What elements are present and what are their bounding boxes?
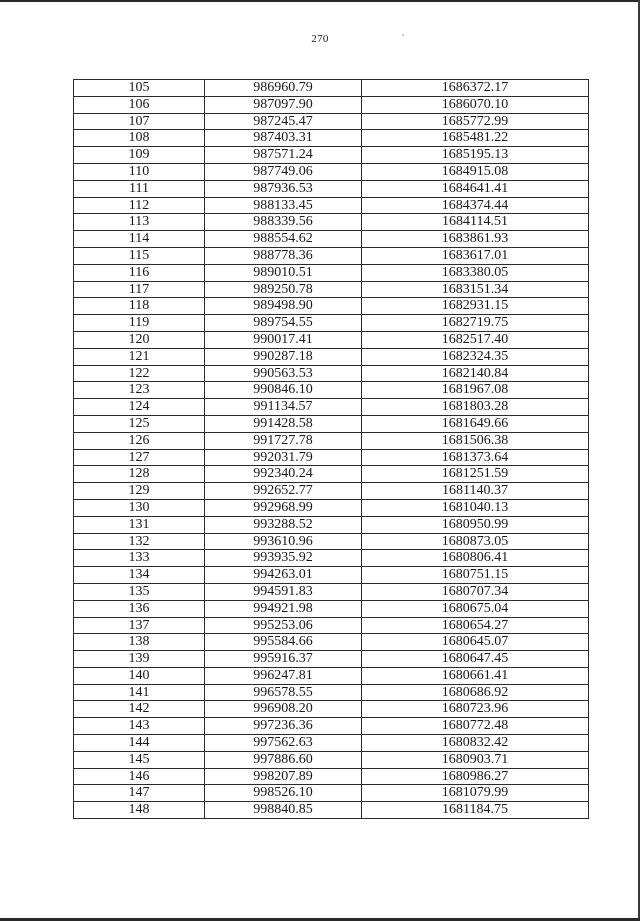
point-number-cell: 125 bbox=[74, 415, 205, 432]
y-coordinate-cell: 1681506.38 bbox=[362, 432, 589, 449]
x-coordinate-cell: 987403.31 bbox=[205, 130, 362, 147]
point-number-cell: 132 bbox=[74, 533, 205, 550]
y-coordinate-cell: 1684641.41 bbox=[362, 180, 589, 197]
x-coordinate-cell: 989498.90 bbox=[205, 298, 362, 315]
table-row bbox=[74, 331, 589, 348]
point-number-cell: 120 bbox=[74, 331, 205, 348]
table-row bbox=[74, 365, 589, 382]
point-number-cell: 110 bbox=[74, 163, 205, 180]
table-row bbox=[74, 432, 589, 449]
y-coordinate-cell: 1682517.40 bbox=[362, 331, 589, 348]
y-coordinate-cell: 1680751.15 bbox=[362, 567, 589, 584]
x-coordinate-cell: 995916.37 bbox=[205, 651, 362, 668]
table-row bbox=[74, 80, 589, 97]
y-coordinate-cell: 1686372.17 bbox=[362, 80, 589, 97]
table-row bbox=[74, 130, 589, 147]
page-edge-top bbox=[0, 0, 640, 2]
x-coordinate-cell: 992652.77 bbox=[205, 483, 362, 500]
point-number-cell: 146 bbox=[74, 768, 205, 785]
x-coordinate-cell: 997236.36 bbox=[205, 718, 362, 735]
table-row bbox=[74, 583, 589, 600]
point-number-cell: 140 bbox=[74, 667, 205, 684]
x-coordinate-cell: 990563.53 bbox=[205, 365, 362, 382]
table-row bbox=[74, 197, 589, 214]
y-coordinate-cell: 1680645.07 bbox=[362, 634, 589, 651]
table-row bbox=[74, 516, 589, 533]
point-number-cell: 127 bbox=[74, 449, 205, 466]
x-coordinate-cell: 998526.10 bbox=[205, 785, 362, 802]
y-coordinate-cell: 1681967.08 bbox=[362, 382, 589, 399]
table-row bbox=[74, 483, 589, 500]
x-coordinate-cell: 998840.85 bbox=[205, 802, 362, 819]
table-row bbox=[74, 751, 589, 768]
y-coordinate-cell: 1681251.59 bbox=[362, 466, 589, 483]
point-number-cell: 115 bbox=[74, 247, 205, 264]
y-coordinate-cell: 1682324.35 bbox=[362, 348, 589, 365]
x-coordinate-cell: 996578.55 bbox=[205, 684, 362, 701]
y-coordinate-cell: 1680661.41 bbox=[362, 667, 589, 684]
point-number-cell: 113 bbox=[74, 214, 205, 231]
y-coordinate-cell: 1683380.05 bbox=[362, 264, 589, 281]
x-coordinate-cell: 991134.57 bbox=[205, 399, 362, 416]
table-row bbox=[74, 96, 589, 113]
x-coordinate-cell: 993935.92 bbox=[205, 550, 362, 567]
y-coordinate-cell: 1684915.08 bbox=[362, 163, 589, 180]
y-coordinate-cell: 1684374.44 bbox=[362, 197, 589, 214]
coordinate-table-body bbox=[74, 80, 589, 819]
x-coordinate-cell: 990846.10 bbox=[205, 382, 362, 399]
x-coordinate-cell: 987749.06 bbox=[205, 163, 362, 180]
point-number-cell: 123 bbox=[74, 382, 205, 399]
y-coordinate-cell: 1685195.13 bbox=[362, 147, 589, 164]
table-row bbox=[74, 247, 589, 264]
y-coordinate-cell: 1683861.93 bbox=[362, 231, 589, 248]
point-number-cell: 105 bbox=[74, 80, 205, 97]
x-coordinate-cell: 987097.90 bbox=[205, 96, 362, 113]
point-number-cell: 124 bbox=[74, 399, 205, 416]
coordinate-table bbox=[73, 79, 589, 819]
page-number: 270 bbox=[311, 33, 329, 45]
y-coordinate-cell: 1682931.15 bbox=[362, 298, 589, 315]
x-coordinate-cell: 987245.47 bbox=[205, 113, 362, 130]
table-row bbox=[74, 348, 589, 365]
x-coordinate-cell: 988339.56 bbox=[205, 214, 362, 231]
x-coordinate-cell: 997886.60 bbox=[205, 751, 362, 768]
table-row bbox=[74, 634, 589, 651]
point-number-cell: 144 bbox=[74, 735, 205, 752]
point-number-cell: 139 bbox=[74, 651, 205, 668]
table-row bbox=[74, 718, 589, 735]
table-row bbox=[74, 147, 589, 164]
x-coordinate-cell: 996908.20 bbox=[205, 701, 362, 718]
x-coordinate-cell: 989010.51 bbox=[205, 264, 362, 281]
x-coordinate-cell: 992968.99 bbox=[205, 499, 362, 516]
x-coordinate-cell: 991428.58 bbox=[205, 415, 362, 432]
point-number-cell: 128 bbox=[74, 466, 205, 483]
x-coordinate-cell: 992031.79 bbox=[205, 449, 362, 466]
x-coordinate-cell: 987571.24 bbox=[205, 147, 362, 164]
point-number-cell: 137 bbox=[74, 617, 205, 634]
point-number-cell: 136 bbox=[74, 600, 205, 617]
y-coordinate-cell: 1680772.48 bbox=[362, 718, 589, 735]
table-row bbox=[74, 281, 589, 298]
x-coordinate-cell: 986960.79 bbox=[205, 80, 362, 97]
table-row bbox=[74, 315, 589, 332]
y-coordinate-cell: 1680654.27 bbox=[362, 617, 589, 634]
point-number-cell: 112 bbox=[74, 197, 205, 214]
x-coordinate-cell: 993288.52 bbox=[205, 516, 362, 533]
y-coordinate-cell: 1680806.41 bbox=[362, 550, 589, 567]
point-number-cell: 116 bbox=[74, 264, 205, 281]
table-row bbox=[74, 214, 589, 231]
table-row bbox=[74, 600, 589, 617]
table-row bbox=[74, 701, 589, 718]
table-row bbox=[74, 449, 589, 466]
y-coordinate-cell: 1680686.92 bbox=[362, 684, 589, 701]
table-row bbox=[74, 180, 589, 197]
x-coordinate-cell: 991727.78 bbox=[205, 432, 362, 449]
x-coordinate-cell: 990287.18 bbox=[205, 348, 362, 365]
y-coordinate-cell: 1680707.34 bbox=[362, 583, 589, 600]
y-coordinate-cell: 1680647.45 bbox=[362, 651, 589, 668]
table-row bbox=[74, 113, 589, 130]
point-number-cell: 141 bbox=[74, 684, 205, 701]
point-number-cell: 130 bbox=[74, 499, 205, 516]
y-coordinate-cell: 1684114.51 bbox=[362, 214, 589, 231]
x-coordinate-cell: 995253.06 bbox=[205, 617, 362, 634]
point-number-cell: 131 bbox=[74, 516, 205, 533]
table-row bbox=[74, 231, 589, 248]
x-coordinate-cell: 995584.66 bbox=[205, 634, 362, 651]
scan-speck bbox=[402, 34, 404, 36]
x-coordinate-cell: 992340.24 bbox=[205, 466, 362, 483]
point-number-cell: 107 bbox=[74, 113, 205, 130]
table-row bbox=[74, 651, 589, 668]
point-number-cell: 109 bbox=[74, 147, 205, 164]
table-row bbox=[74, 735, 589, 752]
y-coordinate-cell: 1683617.01 bbox=[362, 247, 589, 264]
table-row bbox=[74, 399, 589, 416]
point-number-cell: 148 bbox=[74, 802, 205, 819]
point-number-cell: 126 bbox=[74, 432, 205, 449]
table-row bbox=[74, 298, 589, 315]
point-number-cell: 108 bbox=[74, 130, 205, 147]
x-coordinate-cell: 990017.41 bbox=[205, 331, 362, 348]
y-coordinate-cell: 1680832.42 bbox=[362, 735, 589, 752]
point-number-cell: 134 bbox=[74, 567, 205, 584]
table-row bbox=[74, 567, 589, 584]
table-row bbox=[74, 382, 589, 399]
y-coordinate-cell: 1681184.75 bbox=[362, 802, 589, 819]
x-coordinate-cell: 987936.53 bbox=[205, 180, 362, 197]
table-row bbox=[74, 264, 589, 281]
y-coordinate-cell: 1681040.13 bbox=[362, 499, 589, 516]
table-row bbox=[74, 768, 589, 785]
point-number-cell: 117 bbox=[74, 281, 205, 298]
table-row bbox=[74, 466, 589, 483]
y-coordinate-cell: 1683151.34 bbox=[362, 281, 589, 298]
table-row bbox=[74, 617, 589, 634]
x-coordinate-cell: 989754.55 bbox=[205, 315, 362, 332]
x-coordinate-cell: 993610.96 bbox=[205, 533, 362, 550]
y-coordinate-cell: 1680873.05 bbox=[362, 533, 589, 550]
point-number-cell: 106 bbox=[74, 96, 205, 113]
x-coordinate-cell: 996247.81 bbox=[205, 667, 362, 684]
point-number-cell: 145 bbox=[74, 751, 205, 768]
point-number-cell: 122 bbox=[74, 365, 205, 382]
point-number-cell: 138 bbox=[74, 634, 205, 651]
y-coordinate-cell: 1680950.99 bbox=[362, 516, 589, 533]
y-coordinate-cell: 1682140.84 bbox=[362, 365, 589, 382]
x-coordinate-cell: 989250.78 bbox=[205, 281, 362, 298]
x-coordinate-cell: 994921.98 bbox=[205, 600, 362, 617]
y-coordinate-cell: 1681079.99 bbox=[362, 785, 589, 802]
point-number-cell: 135 bbox=[74, 583, 205, 600]
x-coordinate-cell: 998207.89 bbox=[205, 768, 362, 785]
point-number-cell: 147 bbox=[74, 785, 205, 802]
table-row bbox=[74, 499, 589, 516]
point-number-cell: 111 bbox=[74, 180, 205, 197]
y-coordinate-cell: 1680986.27 bbox=[362, 768, 589, 785]
y-coordinate-cell: 1680723.96 bbox=[362, 701, 589, 718]
y-coordinate-cell: 1685481.22 bbox=[362, 130, 589, 147]
table-row bbox=[74, 684, 589, 701]
y-coordinate-cell: 1681649.66 bbox=[362, 415, 589, 432]
table-row bbox=[74, 667, 589, 684]
point-number-cell: 121 bbox=[74, 348, 205, 365]
point-number-cell: 119 bbox=[74, 315, 205, 332]
table-row bbox=[74, 550, 589, 567]
y-coordinate-cell: 1686070.10 bbox=[362, 96, 589, 113]
point-number-cell: 129 bbox=[74, 483, 205, 500]
table-row bbox=[74, 533, 589, 550]
y-coordinate-cell: 1680675.04 bbox=[362, 600, 589, 617]
y-coordinate-cell: 1680903.71 bbox=[362, 751, 589, 768]
x-coordinate-cell: 994591.83 bbox=[205, 583, 362, 600]
x-coordinate-cell: 988554.62 bbox=[205, 231, 362, 248]
y-coordinate-cell: 1681803.28 bbox=[362, 399, 589, 416]
y-coordinate-cell: 1681140.37 bbox=[362, 483, 589, 500]
point-number-cell: 118 bbox=[74, 298, 205, 315]
y-coordinate-cell: 1682719.75 bbox=[362, 315, 589, 332]
point-number-cell: 143 bbox=[74, 718, 205, 735]
table-row bbox=[74, 415, 589, 432]
point-number-cell: 142 bbox=[74, 701, 205, 718]
y-coordinate-cell: 1685772.99 bbox=[362, 113, 589, 130]
y-coordinate-cell: 1681373.64 bbox=[362, 449, 589, 466]
x-coordinate-cell: 997562.63 bbox=[205, 735, 362, 752]
point-number-cell: 133 bbox=[74, 550, 205, 567]
table-row bbox=[74, 163, 589, 180]
x-coordinate-cell: 988778.36 bbox=[205, 247, 362, 264]
point-number-cell: 114 bbox=[74, 231, 205, 248]
table-row bbox=[74, 802, 589, 819]
x-coordinate-cell: 988133.45 bbox=[205, 197, 362, 214]
x-coordinate-cell: 994263.01 bbox=[205, 567, 362, 584]
table-row bbox=[74, 785, 589, 802]
